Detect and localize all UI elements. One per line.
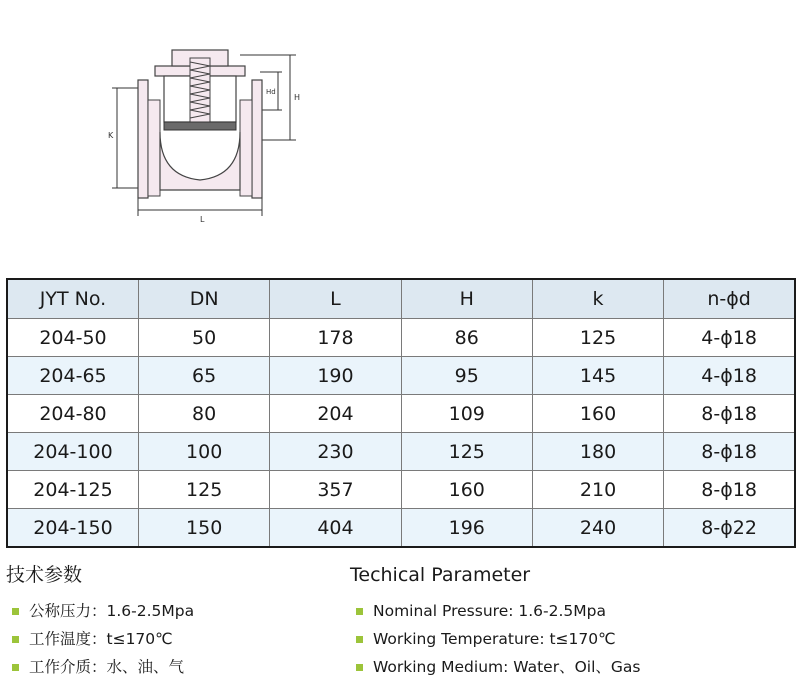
bullet-square-icon: [356, 608, 363, 615]
param-medium-cn: 工作介质：水、油、气: [29, 658, 185, 676]
cell-h: 196: [401, 509, 532, 548]
cell-k: 160: [532, 395, 663, 433]
cell-dn: 100: [139, 433, 270, 471]
params-cn-title: 技术参数: [6, 564, 83, 586]
cell-l: 204: [270, 395, 401, 433]
cell-model: 204-80: [7, 395, 139, 433]
bullet-square-icon: [12, 608, 19, 615]
table-row: [7, 509, 795, 548]
cell-n-d: 8-ϕ22: [664, 509, 795, 548]
table-row: [7, 357, 795, 395]
cell-h: 125: [401, 433, 532, 471]
list-item: [350, 653, 641, 681]
bullet-square-icon: [12, 636, 19, 643]
label-k: K: [108, 131, 114, 140]
cell-model: 204-50: [7, 319, 139, 357]
cell-k: 180: [532, 433, 663, 471]
cell-k: 240: [532, 509, 663, 548]
cell-n-d: 4-ϕ18: [664, 357, 795, 395]
cell-k: 145: [532, 357, 663, 395]
cell-h: 109: [401, 395, 532, 433]
header-jyt-no: JYT No.: [7, 279, 139, 319]
cell-n-d: 8-ϕ18: [664, 471, 795, 509]
spec-table: [6, 278, 796, 548]
cell-l: 357: [270, 471, 401, 509]
cell-model: 204-65: [7, 357, 139, 395]
header-k: k: [532, 279, 663, 319]
cell-l: 178: [270, 319, 401, 357]
list-item: [6, 625, 194, 653]
header-l: L: [270, 279, 401, 319]
cell-n-d: 8-ϕ18: [664, 395, 795, 433]
param-pressure-cn: 公称压力：1.6-2.5Mpa: [29, 602, 195, 620]
valve-cross-section-drawing: [100, 40, 310, 230]
label-h: H: [294, 93, 301, 102]
cell-dn: 80: [139, 395, 270, 433]
cell-n-d: 8-ϕ18: [664, 433, 795, 471]
label-l: L: [200, 215, 205, 224]
cell-l: 404: [270, 509, 401, 548]
cell-k: 125: [532, 319, 663, 357]
cell-model: 204-100: [7, 433, 139, 471]
table-row: [7, 471, 795, 509]
cell-dn: 50: [139, 319, 270, 357]
header-n-d: n-ϕd: [664, 279, 795, 319]
header-h: H: [401, 279, 532, 319]
cell-dn: 125: [139, 471, 270, 509]
param-temperature-cn: 工作温度：t≤170℃: [29, 630, 173, 648]
param-medium-en: Working Medium: Water、Oil、Gas: [373, 658, 641, 676]
list-item: [350, 597, 641, 625]
list-item: [6, 597, 194, 625]
header-dn: DN: [139, 279, 270, 319]
technical-parameters-en: [350, 563, 641, 681]
cell-h: 86: [401, 319, 532, 357]
cell-l: 190: [270, 357, 401, 395]
cell-model: 204-150: [7, 509, 139, 548]
bullet-square-icon: [12, 664, 19, 671]
table-row: [7, 319, 795, 357]
cell-l: 230: [270, 433, 401, 471]
list-item: [350, 625, 641, 653]
cell-k: 210: [532, 471, 663, 509]
cell-h: 160: [401, 471, 532, 509]
param-temperature-en: Working Temperature: t≤170℃: [373, 630, 616, 648]
table-header-row: [7, 279, 795, 319]
bullet-square-icon: [356, 636, 363, 643]
cell-dn: 150: [139, 509, 270, 548]
technical-parameters-cn: [6, 563, 194, 681]
table-row: [7, 433, 795, 471]
cell-n-d: 4-ϕ18: [664, 319, 795, 357]
label-hd: Hd: [266, 88, 276, 96]
cell-dn: 65: [139, 357, 270, 395]
cell-h: 95: [401, 357, 532, 395]
param-pressure-en: Nominal Pressure: 1.6-2.5Mpa: [373, 602, 606, 620]
bullet-square-icon: [356, 664, 363, 671]
params-en-title: Techical Parameter: [350, 564, 531, 586]
list-item: [6, 653, 194, 681]
table-row: [7, 395, 795, 433]
cell-model: 204-125: [7, 471, 139, 509]
params-en-list: [350, 597, 641, 681]
params-cn-list: [6, 597, 194, 681]
